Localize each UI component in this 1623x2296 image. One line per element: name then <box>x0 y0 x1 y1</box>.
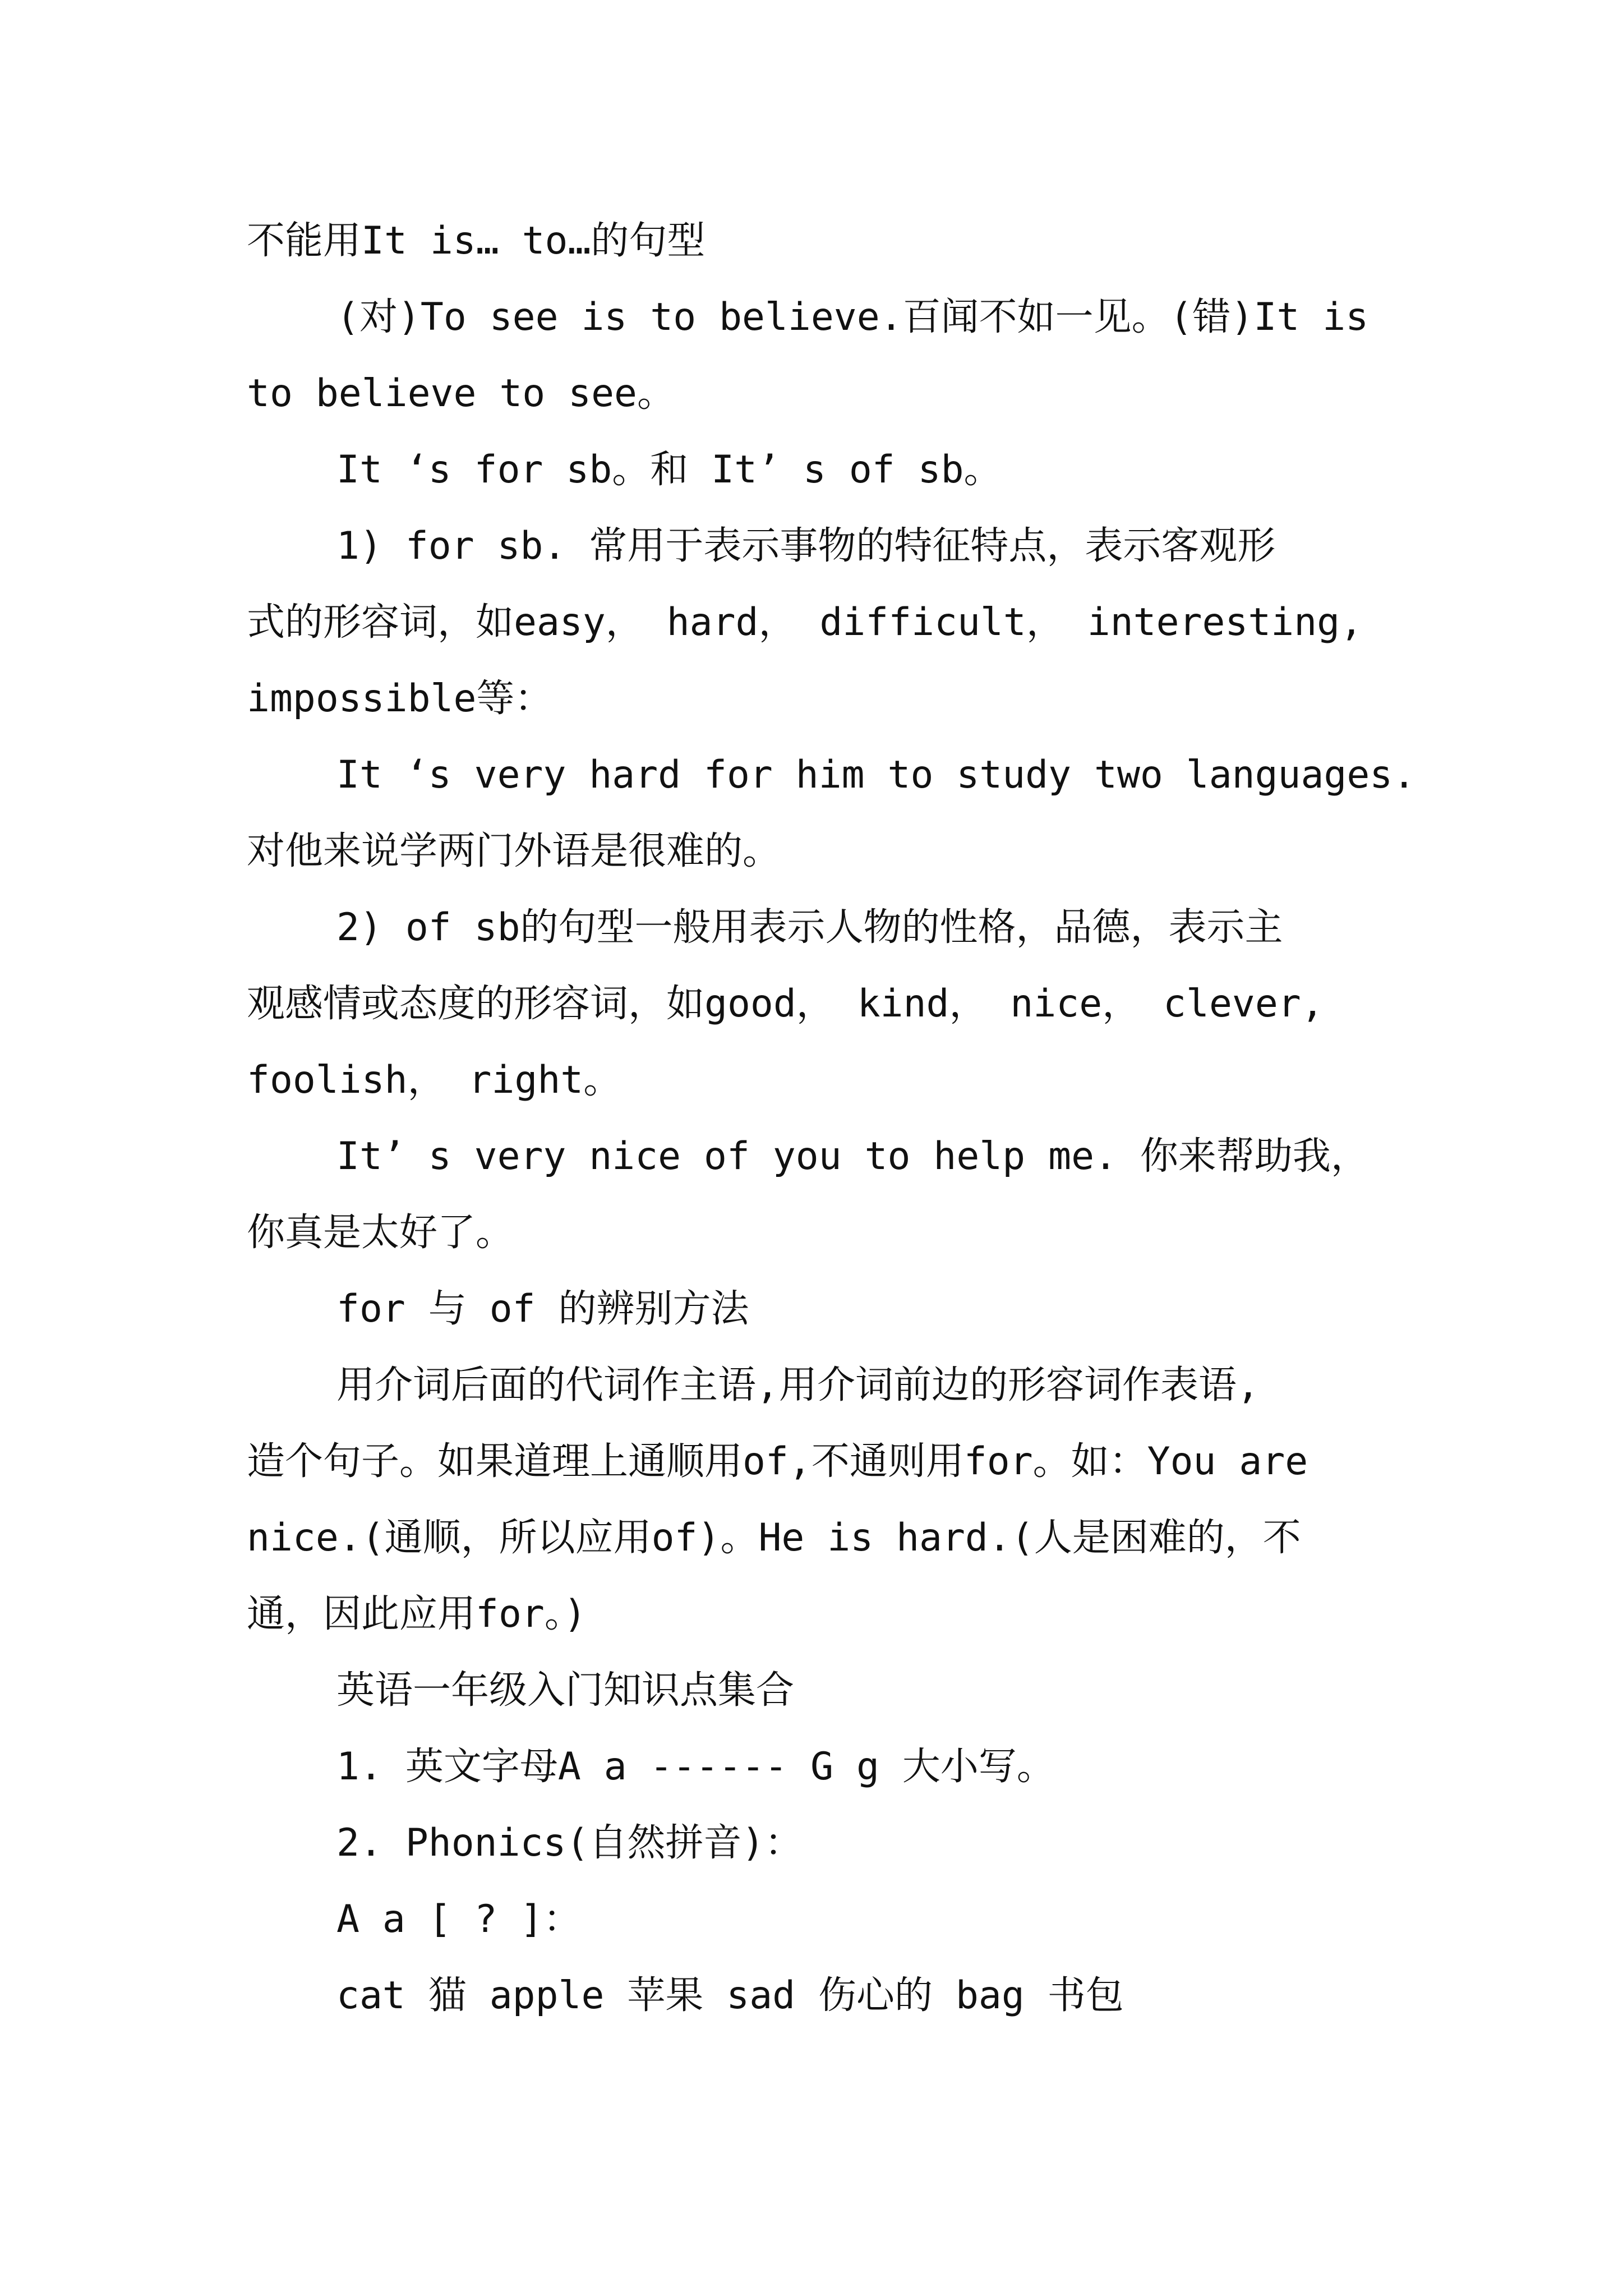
text-line: foolish， right。 <box>247 1058 622 1102</box>
text-line: A a [ ? ]： <box>336 1897 582 1941</box>
text-line: 观感情或态度的形容词，如good， kind， nice， clever, <box>247 982 1324 1026</box>
text-line: 造个句子。如果道理上通顺用of,不通则用for。如：You are <box>247 1439 1308 1484</box>
section-heading: for 与 of 的辨别方法 <box>336 1287 749 1331</box>
list-item: 2. Phonics(自然拼音)： <box>336 1821 803 1865</box>
text-line: impossible等： <box>247 677 553 721</box>
text-line: 2) of sb的句型一般用表示人物的性格，品德，表示主 <box>336 905 1283 950</box>
text-line: 用介词后面的代词作主语,用介词前边的形容词作表语, <box>336 1363 1260 1407</box>
section-heading: 英语一年级入门知识点集合 <box>336 1668 795 1713</box>
text-line: It ‘s very hard for him to study two languages. <box>336 753 1416 797</box>
text-line: 对他来说学两门外语是很难的。 <box>247 829 781 873</box>
text-line: cat 猫 apple 苹果 sad 伤心的 bag 书包 <box>336 1973 1124 2018</box>
text-line: nice.(通顺，所以应用of)。He is hard.(人是困难的，不 <box>247 1516 1301 1560</box>
text-line: 你真是太好了。 <box>247 1211 514 1255</box>
text-line: It ‘s for sb。和 It’ s of sb。 <box>336 448 1002 492</box>
text-line: to believe to see。 <box>247 371 675 416</box>
text-line: (对)To see is to believe.百闻不如一见。(错)It is <box>336 295 1369 339</box>
text-line: It’ s very nice of you to help me. 你来帮助我， <box>336 1134 1369 1179</box>
text-line: 1) for sb. 常用于表示事物的特征特点，表示客观形 <box>336 524 1276 568</box>
list-item: 1. 英文字母A a ------ G g 大小写。 <box>336 1745 1055 1789</box>
text-line: 通，因此应用for。) <box>247 1592 587 1636</box>
text-line: 不能用It is… to…的句型 <box>247 219 706 263</box>
text-line: 式的形容词，如easy， hard， difficult， interesting, <box>247 600 1363 645</box>
